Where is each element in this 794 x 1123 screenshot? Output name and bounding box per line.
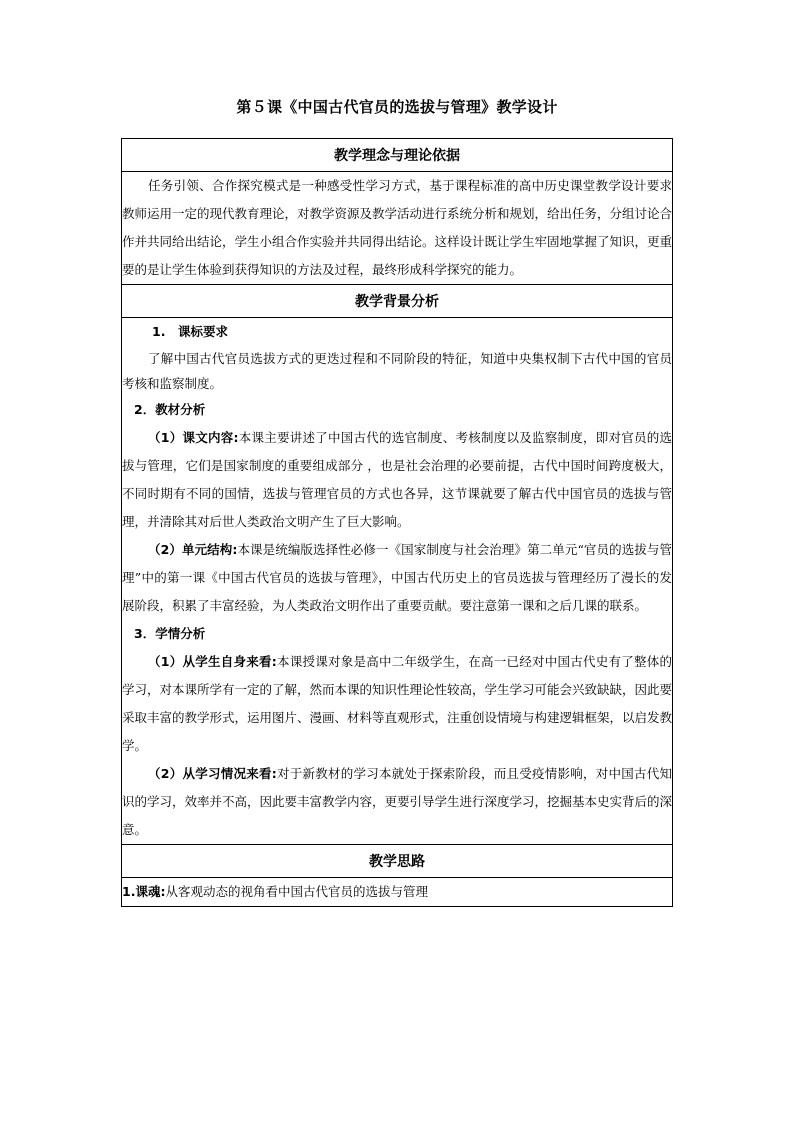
section-heading-background: 教学背景分析 [122, 285, 673, 318]
section-body-background [122, 318, 673, 845]
learner-analysis-title: 3．学情分析 [134, 626, 206, 641]
unit-structure-label: （2）单元结构: [148, 542, 238, 557]
document-title: 第５课《中国古代官员的选拔与管理》教学设计 [236, 98, 558, 116]
textbook-content-label: （1）课文内容: [148, 430, 239, 445]
textbook-content-paragraph [122, 424, 672, 536]
section-body-philosophy [122, 172, 673, 285]
learning-situation-paragraph [122, 760, 672, 844]
student-self-paragraph [122, 648, 672, 760]
unit-structure-paragraph [122, 536, 672, 620]
unit-structure-text: 本课是统编版选择性必修一《国家制度与社会治理》第二单元“官员的选拔与管理”中的第一课《中国古代官员的选拔与管理》，中国古代历史上的官员选拔与管理经历了漫长的发展阶段，积累了丰富经验，为人类政治文明作出了重要贡献。要注意第一课和之后几课的联系。 [122, 542, 672, 613]
learning-situation-label: （2）从学习情况来看: [148, 766, 277, 781]
learning-situation-text: 对于新教材的学习本就处于探索阶段，而且受疫情影响，对中国古代知识的学习，效率并不高，因此要丰富教学内容，更要引导学生进行深度学习，挖掘基本史实背后的深意。 [122, 766, 673, 837]
curriculum-requirement-title: 1. 课标要求 [152, 324, 228, 339]
philosophy-paragraph: 任务引领、合作探究模式是一种感受性学习方式，基于课程标准的高中历史课堂教学设计要求教师运用一定的现代教育理论，对教学资源及教学活动进行系统分析和规划，给出任务，分组讨论合作并共同给出结论，学生小组合作实验并共同得出结论。这样设计既让学生牢固地掌握了知识，更重要的是让学生体验到获得知识的方法及过程，最终形成科学探究的能力。 [122, 178, 673, 277]
section-body-approach [122, 878, 673, 907]
lesson-plan-table [121, 138, 673, 907]
section-heading-approach: 教学思路 [122, 845, 673, 878]
lesson-soul-text: 从客观动态的视角看中国古代官员的选拔与管理 [165, 884, 428, 899]
textbook-content-text: 本课主要讲述了中国古代的选官制度、考核制度以及监察制度，即对官员的选拔与管理，它们是国家制度的重要组成部分 ，也是社会治理的必要前提，古代中国时间跨度极大，不同时期有不同的国情，选拔与管理官员的方式也各异，这节课就要了解古代中国官员的选拔与管理，并清除其对后世人类政治文明产生了巨大影响。 [122, 430, 672, 529]
curriculum-requirement-text: 了解中国古代官员选拔方式的更迭过程和不同阶段的特征，知道中央集权制下古代中国的官员考核和监察制度。 [122, 351, 672, 391]
student-self-label: （1）从学生自身来看: [148, 654, 277, 669]
section-heading-philosophy: 教学理念与理论依据 [122, 139, 673, 172]
textbook-analysis-title: 2．教材分析 [134, 402, 206, 417]
lesson-soul-label: 1.课魂: [122, 884, 166, 899]
student-self-text: 本课授课对象是高中二年级学生，在高一已经对中国古代史有了整体的学习，对本课所学有一定的了解，然而本课的知识性理论性较高，学生学习可能会兴致缺缺，因此要采取丰富的教学形式，运用图片、漫画、材料等直观形式，注重创设情境与构建逻辑框架，以启发教学。 [122, 654, 673, 753]
